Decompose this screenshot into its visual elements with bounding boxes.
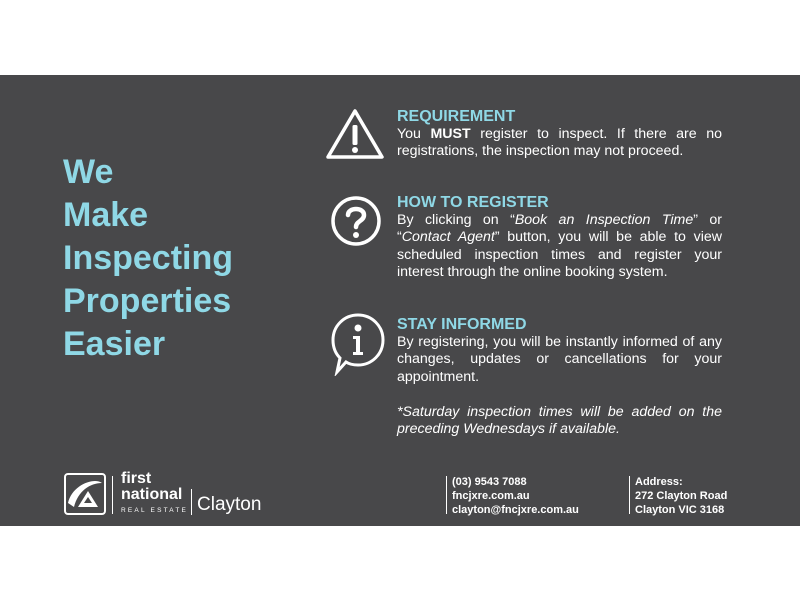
- address-street: 272 Clayton Road: [635, 490, 728, 502]
- headline-line: Easier: [63, 325, 166, 363]
- section-stay-informed: [397, 316, 722, 386]
- contact-block: [452, 475, 579, 517]
- address-label: Address:: [635, 476, 683, 488]
- headline-line: We: [63, 153, 114, 191]
- warning-triangle-icon: [325, 108, 385, 160]
- section-requirement: [397, 108, 722, 161]
- info-speech-bubble-icon: [330, 312, 386, 376]
- contact-divider: [446, 476, 447, 514]
- contact-website: fncjxre.com.au: [452, 490, 530, 502]
- headline-line: Make: [63, 196, 149, 234]
- first-national-logo-icon: [64, 473, 106, 515]
- section-body: By registering, you will be instantly informed of any changes, updates or cancellations for your appointment.: [397, 334, 722, 385]
- section-title: STAY INFORMED: [397, 316, 527, 333]
- section-title: HOW TO REGISTER: [397, 194, 549, 211]
- brand-location: Clayton: [197, 494, 262, 515]
- headline-line: Properties: [63, 282, 232, 320]
- section-how-to-register: [397, 194, 722, 282]
- brand-national: national: [121, 486, 183, 503]
- section-body: You MUST register to inspect. If there are no registrations, the inspection may not proceed.: [397, 126, 722, 160]
- address-block: [635, 475, 727, 517]
- brand-real-estate: REAL ESTATE: [121, 507, 189, 514]
- logo-divider: [112, 476, 113, 514]
- address-suburb: Clayton VIC 3168: [635, 504, 725, 516]
- contact-phone: (03) 9543 7088: [452, 476, 527, 488]
- saturday-note: *Saturday inspection times will be added on the preceding Wednesdays if available.: [397, 404, 722, 438]
- section-body: By clicking on “Book an Inspection Time” or “Contact Agent” button, you will be able to view scheduled inspection times and register your interest through the online booking system.: [397, 212, 722, 281]
- section-title: REQUIREMENT: [397, 108, 516, 125]
- contact-email: clayton@fncjxre.com.au: [452, 504, 579, 516]
- brand-divider: [191, 489, 192, 515]
- headline-line: Inspecting: [63, 239, 234, 277]
- headline: [63, 151, 233, 366]
- address-divider: [629, 476, 630, 514]
- brand-first: first: [121, 470, 152, 487]
- question-circle-icon: [330, 195, 382, 247]
